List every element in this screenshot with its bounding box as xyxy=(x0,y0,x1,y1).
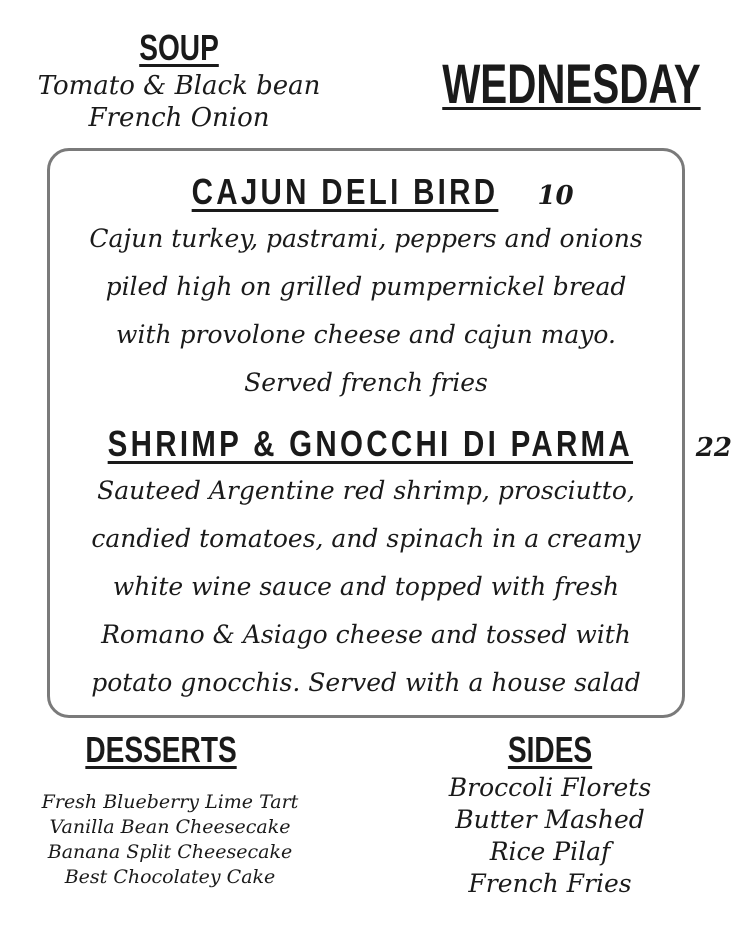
desserts-section xyxy=(20,728,320,890)
dessert-item: Best Chocolatey Cake xyxy=(64,866,276,888)
dish-title-row xyxy=(50,169,682,215)
dessert-item: Banana Split Cheesecake xyxy=(47,841,293,863)
dish-price: 10 xyxy=(537,181,574,211)
sides-heading: SIDES xyxy=(507,729,593,770)
sides-section xyxy=(408,728,692,900)
side-item: French Fries xyxy=(468,869,632,898)
dish-description-line: Sauteed Argentine red shrimp, prosciutto, xyxy=(97,476,635,505)
day-title: WEDNESDAY xyxy=(442,52,701,115)
side-item: Butter Mashed xyxy=(455,805,645,834)
dish-description-line: Served french fries xyxy=(244,368,488,397)
soup-heading: SOUP xyxy=(139,27,219,68)
dish-description-line: potato gnocchis. Served with a house salad xyxy=(91,668,641,697)
dish-description-line: Romano & Asiago cheese and tossed with xyxy=(101,620,631,649)
side-item: Rice Pilaf xyxy=(489,837,611,866)
dish-price: 22 xyxy=(695,433,732,463)
dish-title: CAJUN DELI BIRD xyxy=(192,171,499,212)
desserts-heading: DESSERTS xyxy=(85,729,237,770)
soup-item: Tomato & Black bean xyxy=(37,71,321,101)
soup-list xyxy=(20,70,338,134)
dessert-item: Fresh Blueberry Lime Tart xyxy=(41,791,299,813)
dish-description-line: candied tomatoes, and spinach in a creamy xyxy=(91,524,641,553)
day-section xyxy=(392,52,701,116)
sides-list xyxy=(408,772,692,900)
dish-title: SHRIMP & GNOCCHI DI PARMA xyxy=(107,423,634,464)
dish-title-row xyxy=(50,421,732,467)
desserts-list xyxy=(20,790,320,890)
dessert-item: Vanilla Bean Cheesecake xyxy=(49,816,291,838)
special-dish xyxy=(50,169,682,407)
soup-section xyxy=(20,28,338,134)
dish-description-line: white wine sauce and topped with fresh xyxy=(112,572,620,601)
soup-item: French Onion xyxy=(88,103,270,133)
special-dish xyxy=(50,421,732,707)
side-item: Broccoli Florets xyxy=(448,773,652,802)
dish-description-line: piled high on grilled pumpernickel bread xyxy=(105,272,627,301)
dish-description-line: with provolone cheese and cajun mayo. xyxy=(116,320,616,349)
specials-box xyxy=(47,148,732,718)
dish-description-line: Cajun turkey, pastrami, peppers and onions xyxy=(89,224,643,253)
